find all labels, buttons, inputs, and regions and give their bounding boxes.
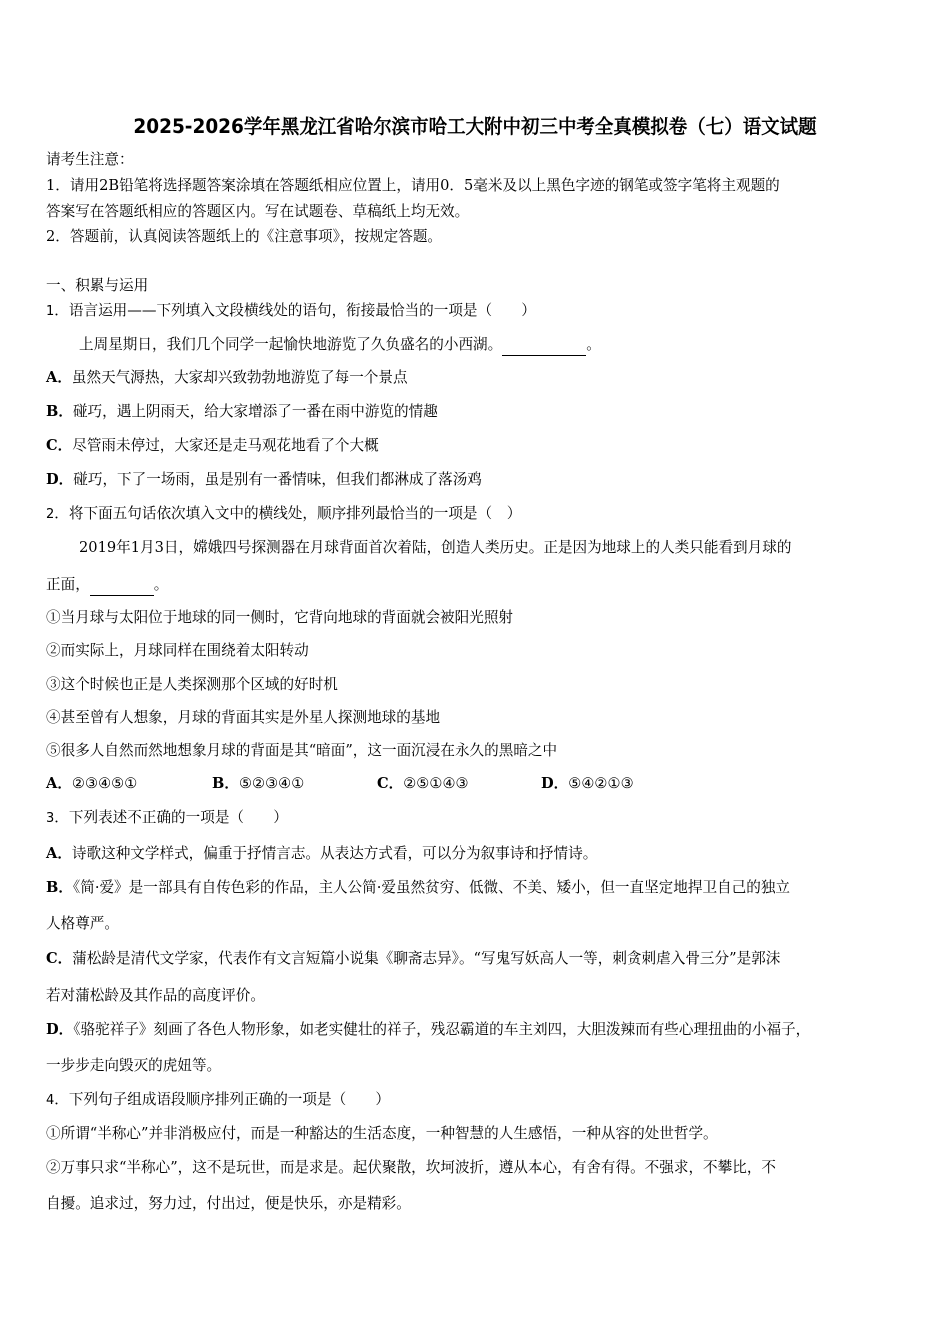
question-2-number: 2 xyxy=(46,507,55,522)
question-1-number: 1 xyxy=(46,304,55,319)
option-label: B． xyxy=(212,775,239,792)
question-2-text: ．将下面五句话依次填入文中的横线处，顺序排列最恰当的一项是（ ） xyxy=(54,505,522,522)
question-2-sentence-3: ③这个时候也正是人类探测那个区域的好时机 xyxy=(46,676,338,693)
question-4-sentence-2-line-1: ②万事只求“半称心”，这不是玩世，而是求是。起伏聚散，坎坷波折，遵从本心，有舍有得。不强求，不攀比，不 xyxy=(46,1159,777,1176)
question-4-number: 4 xyxy=(46,1093,55,1108)
question-3-option-b-line-2: 人格尊严。 xyxy=(46,915,119,932)
notice-heading: 请考生注意： xyxy=(46,151,134,168)
question-2-sentence-4: ④甚至曾有人想象，月球的背面其实是外星人探测地球的基地 xyxy=(46,709,441,726)
page-title: 2025-2026学年黑龙江省哈尔滨市哈工大附中初三中考全真模拟卷（七）语文试题 xyxy=(133,115,817,138)
question-1-option-d xyxy=(46,470,482,490)
option-label: A． xyxy=(46,845,72,862)
question-4-sentence-2-line-2: 自擾。追求过，努力过，付出过，便是快乐，亦是精彩。 xyxy=(46,1195,411,1212)
option-text: ②⑤①④③ xyxy=(403,775,469,792)
question-1-option-b xyxy=(46,402,438,422)
question-4-text: ．下列句子组成语段顺序排列正确的一项是（ ） xyxy=(54,1091,390,1108)
option-text: 虽然天气溽热，大家却兴致勃勃地游览了每一个景点 xyxy=(71,369,408,386)
question-2-stem xyxy=(46,504,521,524)
question-1-option-a xyxy=(46,368,408,388)
question-3-number: 3 xyxy=(46,811,55,826)
question-1-passage xyxy=(79,335,601,355)
question-2-passage-line-1: 2019年1月3日，嫦娥四号探测器在月球背面首次着陆，创造人类历史。正是因为地球上的人类只能看到月球的 xyxy=(79,539,792,556)
question-2-passage-end: 。 xyxy=(153,576,169,593)
option-label: D． xyxy=(46,471,74,488)
question-1-stem xyxy=(46,301,536,321)
question-4-sentence-1: ①所谓“半称心”并非消极应付，而是一种豁达的生活态度，一种智慧的人生感悟，一种从容的处世哲学。 xyxy=(46,1125,718,1142)
question-3-option-c-line-2: 若对蒲松龄及其作品的高度评价。 xyxy=(46,987,265,1004)
option-label: A． xyxy=(46,775,72,792)
option-text: 碰巧，遇上阴雨天，给大家增添了一番在雨中游览的情趣 xyxy=(72,403,438,420)
question-2-blank xyxy=(90,575,154,596)
option-label: B． xyxy=(46,879,73,896)
question-3-text: ．下列表述不正确的一项是（ ） xyxy=(54,809,288,826)
option-text: 尽管雨未停过，大家还是走马观花地看了个大概 xyxy=(72,437,379,454)
question-1-passage-end: 。 xyxy=(586,336,601,353)
question-2-options xyxy=(46,774,634,794)
question-2-sentence-5: ⑤很多人自然而然地想象月球的背面是其“暗面”，这一面沉浸在永久的黑暗之中 xyxy=(46,742,558,759)
option-label: D． xyxy=(541,775,569,792)
question-2-sentence-1: ①当月球与太阳位于地球的同一侧时，它背向地球的背面就会被阳光照射 xyxy=(46,609,514,626)
option-label: D． xyxy=(46,1021,74,1038)
option-text: 碰巧，下了一场雨，虽是别有一番情味，但我们都淋成了落汤鸡 xyxy=(73,471,482,488)
question-2-passage-text: 正面， xyxy=(46,576,90,593)
notice-item-1-line-2: 答案写在答题纸相应的答题区内。写在试题卷、草稿纸上均无效。 xyxy=(46,203,470,220)
question-3-option-a xyxy=(46,844,597,864)
question-3-option-d-line-1 xyxy=(46,1020,810,1040)
question-2-option-a xyxy=(46,774,212,794)
question-2-option-b xyxy=(212,774,377,794)
option-text: 《骆驼祥子》刻画了各色人物形象，如老实健壮的祥子，残忍霸道的车主刘四，大胆泼辣而有些心理扭曲的小福子， xyxy=(73,1021,811,1038)
option-text: 《简·爱》是一部具有自传色彩的作品，主人公简·爱虽然贫穷、低微、不美、矮小，但一直坚定地捍卫自己的独立 xyxy=(72,879,791,896)
option-label: B． xyxy=(46,403,73,420)
question-1-passage-text: 上周星期日，我们几个同学一起愉快地游览了久负盛名的小西湖。 xyxy=(79,336,503,353)
question-3-stem xyxy=(46,808,288,828)
option-text: ⑤②③④① xyxy=(238,775,305,792)
question-2-option-d xyxy=(541,774,634,794)
question-3-option-c-line-1 xyxy=(46,949,780,969)
option-label: C． xyxy=(46,437,73,454)
question-2-sentence-2: ②而实际上，月球同样在围绕着太阳转动 xyxy=(46,642,309,659)
option-label: C． xyxy=(377,775,404,792)
option-label: A． xyxy=(46,369,72,386)
section-heading: 一、积累与运用 xyxy=(46,277,149,294)
question-3-option-d-line-2: 一步步走向毁灭的虎妞等。 xyxy=(46,1057,222,1074)
option-label: C． xyxy=(46,950,73,967)
question-2-option-c xyxy=(377,774,541,794)
notice-item-2: 2．答题前，认真阅读答题纸上的《注意事项》，按规定答题。 xyxy=(46,228,443,245)
question-3-option-b-line-1 xyxy=(46,878,790,898)
question-1-blank xyxy=(502,335,586,356)
option-text: ⑤④②①③ xyxy=(568,775,634,792)
option-text: ②③④⑤① xyxy=(71,775,138,792)
option-text: 诗歌这种文学样式，偏重于抒情言志。从表达方式看，可以分为叙事诗和抒情诗。 xyxy=(71,845,598,862)
question-1-text: ．语言运用——下列填入文段横线处的语句，衔接最恰当的一项是（ ） xyxy=(54,302,536,319)
question-1-option-c xyxy=(46,436,379,456)
option-text: 蒲松龄是清代文学家，代表作有文言短篇小说集《聊斋志异》。“写鬼写妖高人一等，刺贪刺虐入骨三分”是郭沫 xyxy=(72,950,781,967)
question-2-passage-line-2 xyxy=(46,575,168,595)
question-4-stem xyxy=(46,1090,390,1110)
notice-item-1-line-1: 1．请用2B铅笔将选择题答案涂填在答题纸相应位置上，请用0．5毫米及以上黑色字迹的钢笔或签字笔将主观题的 xyxy=(46,177,780,194)
